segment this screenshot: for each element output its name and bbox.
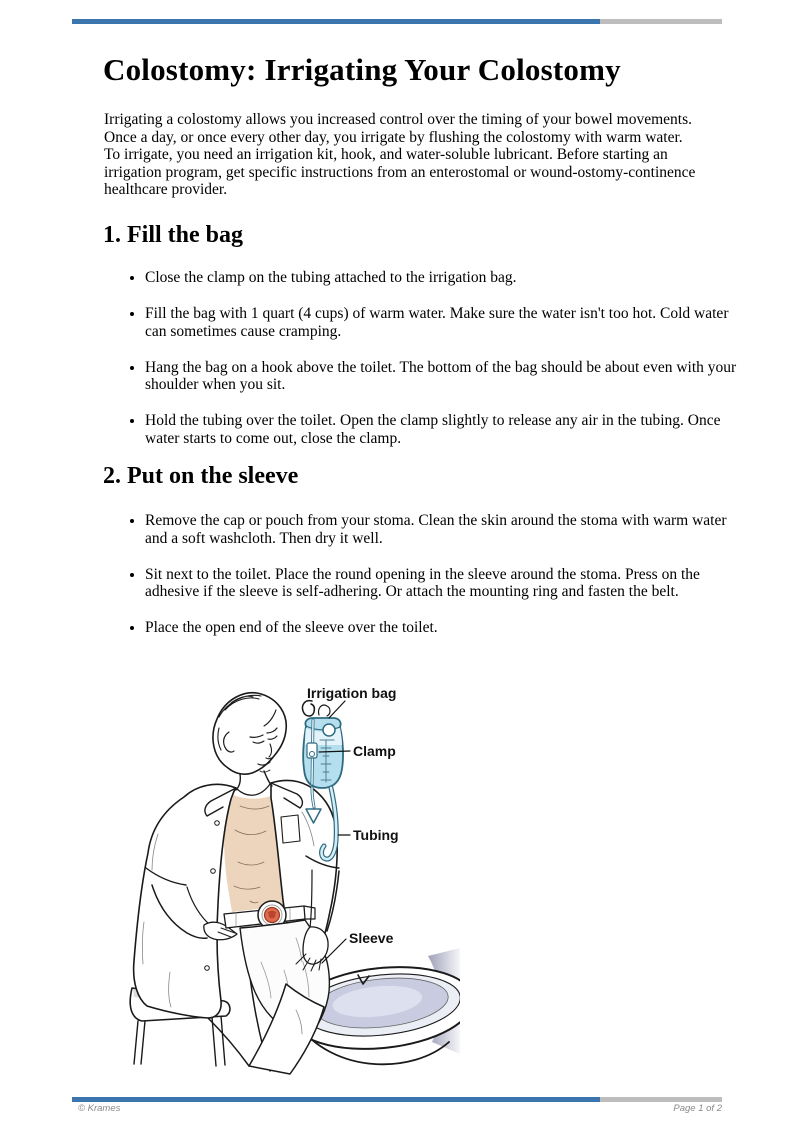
section-heading-fill-the-bag: 1. Fill the bag: [103, 222, 244, 248]
footer-rule: [72, 1097, 722, 1102]
footer-rule-blue-segment: [72, 1097, 600, 1102]
list-item: • Close the clamp on the tubing attached to the irrigation bag.: [145, 269, 746, 287]
page-number: Page 1 of 2: [673, 1103, 722, 1114]
list-item: • Hang the bag on a hook above the toilet. The bottom of the bag should be about even with your shoulder when you sit.: [145, 359, 746, 394]
list-item: • Hold the tubing over the toilet. Open the clamp slightly to release any air in the tubing. Once water starts to come out, close the clamp.: [145, 412, 746, 447]
header-rule-blue-segment: [72, 19, 600, 24]
list-item: • Fill the bag with 1 quart (4 cups) of warm water. Make sure the water isn't too hot. Cold water can sometimes cause cramping.: [145, 305, 746, 340]
figure-label-irrigation-bag: Irrigation bag: [307, 685, 397, 701]
header-rule: [72, 19, 722, 24]
bullet-list-fill-the-bag: [104, 269, 746, 466]
section-heading-put-on-sleeve: 2. Put on the sleeve: [103, 463, 299, 489]
figure-label-tubing: Tubing: [353, 827, 399, 843]
bullet-list-put-on-sleeve: [104, 512, 746, 655]
list-item: • Place the open end of the sleeve over the toilet.: [145, 619, 746, 637]
figure-label-sleeve: Sleeve: [349, 930, 394, 946]
page-title: Colostomy: Irrigating Your Colostomy: [103, 52, 621, 87]
copyright-text: © Krames: [78, 1103, 121, 1114]
footer-rule-gray-segment: [600, 1097, 722, 1102]
colostomy-irrigation-illustration: [100, 670, 460, 1090]
illustration-svg: [100, 670, 460, 1090]
header-rule-gray-segment: [600, 19, 722, 24]
figure-label-clamp: Clamp: [353, 743, 396, 759]
intro-paragraph: Irrigating a colostomy allows you increased control over the timing of your bowel movements. Once a day, or once every other day, you irrigate by flushing the colostomy with warm water. To irrigate, you need an irrigation kit, hook, and water-soluble lubricant. Before starting an irrigation program, get specific instructions from an enterostomal or wound-ostomy-continence healthcare provider.: [104, 111, 696, 199]
list-item: • Remove the cap or pouch from your stoma. Clean the skin around the stoma with warm water and a soft washcloth. Then dry it well.: [145, 512, 746, 547]
list-item: • Sit next to the toilet. Place the round opening in the sleeve around the stoma. Press on the adhesive if the sleeve is self-adhering. Or attach the mounting ring and fasten the belt.: [145, 566, 746, 601]
